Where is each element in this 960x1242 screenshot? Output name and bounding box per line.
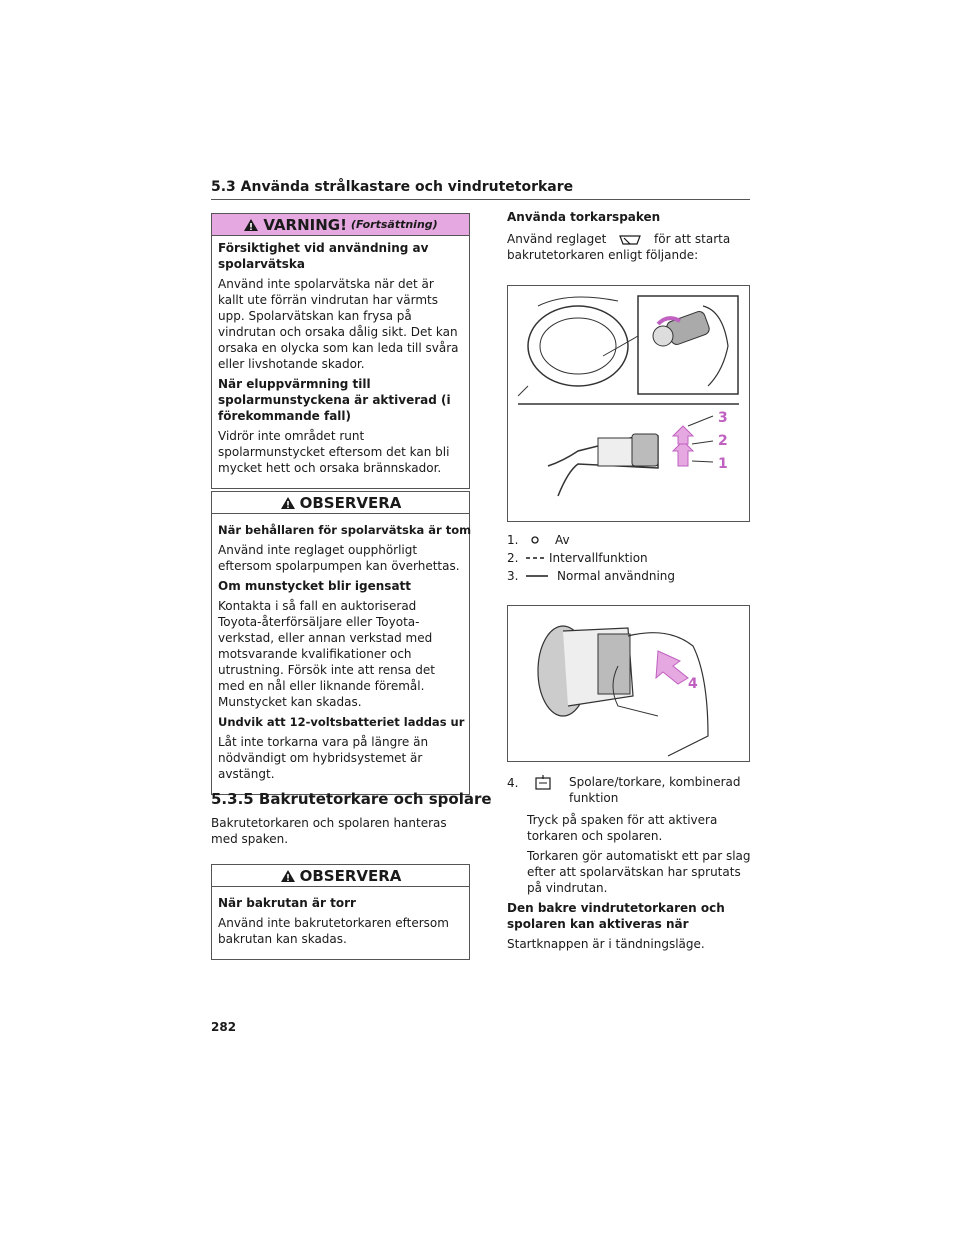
list-item [507,549,752,567]
wiper-lever-heading: Använda torkarspaken [507,210,661,224]
notice-header-1 [212,492,469,514]
washer-text-2: Torkaren gör automatiskt ett par slag efter att spolarvätskan har sprutats på vindrutan. [527,849,751,895]
notice-text-3: Låt inte torkarna vara på längre än nödvändigt om hybridsystemet är avstängt. [218,735,429,781]
notice-heading-1: När behållaren för spolarvätska är tom [218,523,472,537]
notice-title-1: OBSERVERA [299,493,402,512]
notice2-heading-1: När bakrutan är torr [218,896,356,910]
washer-description [507,774,752,956]
list-num: 3. [507,569,519,583]
section-intro: Bakrutetorkaren och spolaren hanteras med spaken. [211,816,447,846]
warning-text-2: Vidrör inte området runt spolarmunstycket eftersom det kan bli mycket hett och orsaka brännskador. [218,429,450,475]
washer-icon [531,775,555,791]
off-circle-icon [525,535,545,545]
list-num: 1. [507,533,519,547]
notice-heading-3: Undvik att 12-voltsbatteriet laddas ur [218,715,465,729]
notice2-text-1: Använd inte bakrutetorkaren eftersom bakrutan kan skadas. [218,916,449,946]
notice-header-2 [212,865,469,887]
notice-text-1: Använd inte reglaget oupphörligt eftersom spolarpumpen kan överhettas. [218,543,460,573]
warning-header [212,214,469,236]
page-number: 282 [211,1020,237,1034]
warning-triangle-icon [243,218,259,232]
callout-1: 1 [718,456,728,472]
warning-text-1: Använd inte spolarvätska när det är kallt ute förrän vindrutan har värmts upp. Spolarvätskan kan frysa på vindrutan och orsaka dålig sikt. Det kan orsaka en olycka som kan leda till svåra eller livshotande skador. [218,277,459,371]
list-item [507,531,752,549]
solid-line-icon [525,571,549,581]
list-item-4 [507,774,752,806]
list-label: Av [555,533,570,547]
activation-text: Startknappen är i tändningsläge. [507,937,705,951]
list-num: 4. [507,776,519,790]
notice-text-2: Kontakta i så fall en auktoriserad Toyota-återförsäljare eller Toyota-verkstad, eller annan verkstad med motsvarande kvalifikationer och utrustning. Försök inte att rensa det med en nål eller liknande föremål. Munstycket kan skadas. [218,599,435,709]
section-title: 5.3.5 Bakrutetorkare och spolare [211,790,492,808]
intro-part-a: Använd reglaget [507,232,607,246]
washer-text-1: Tryck på spaken för att aktivera torkaren och spolaren. [527,813,718,843]
warning-triangle-icon [280,869,296,883]
notice-title-2: OBSERVERA [299,866,402,885]
wiper-lever-illustration [508,286,749,521]
callout-3: 3 [718,410,728,426]
mode-list [507,531,752,585]
washer-lever-illustration [508,606,749,761]
warning-triangle-icon [280,496,296,510]
section-header-title: 5.3 Använda strålkastare och vindrutetorkare [211,179,574,195]
list-label: Normal användning [557,569,676,583]
warning-heading-1: Försiktighet vid användning av spolarvätska [218,241,429,271]
activation-heading: Den bakre vindrutetorkaren och spolaren kan aktiveras när [507,901,725,931]
intro-part-b: för att starta bakrutetorkaren enligt följande: [507,232,731,262]
warning-heading-2: När eluppvärmning till spolarmunstyckena är aktiverad (i förekommande fall) [218,377,451,423]
right-heading-block [507,209,752,267]
list-item [507,567,752,585]
list-label: Spolare/torkare, kombinerad funktion [569,775,741,805]
warning-title: VARNING! [263,215,347,234]
notice-heading-2: Om munstycket blir igensatt [218,579,412,593]
notice-box-2 [211,864,470,960]
header-divider [211,199,750,200]
callout-2: 2 [718,433,728,449]
rear-wiper-icon [610,233,650,247]
warning-subtitle: (Fortsättning) [350,218,438,231]
dashed-line-icon [525,553,545,563]
figure-wiper-lever [507,285,750,522]
list-label: Intervallfunktion [549,551,648,565]
wiper-lever-intro [507,231,752,263]
list-num: 2. [507,551,519,565]
callout-4: 4 [688,676,698,692]
warning-box [211,213,470,489]
notice-box-1 [211,491,470,795]
figure-washer-lever [507,605,750,762]
